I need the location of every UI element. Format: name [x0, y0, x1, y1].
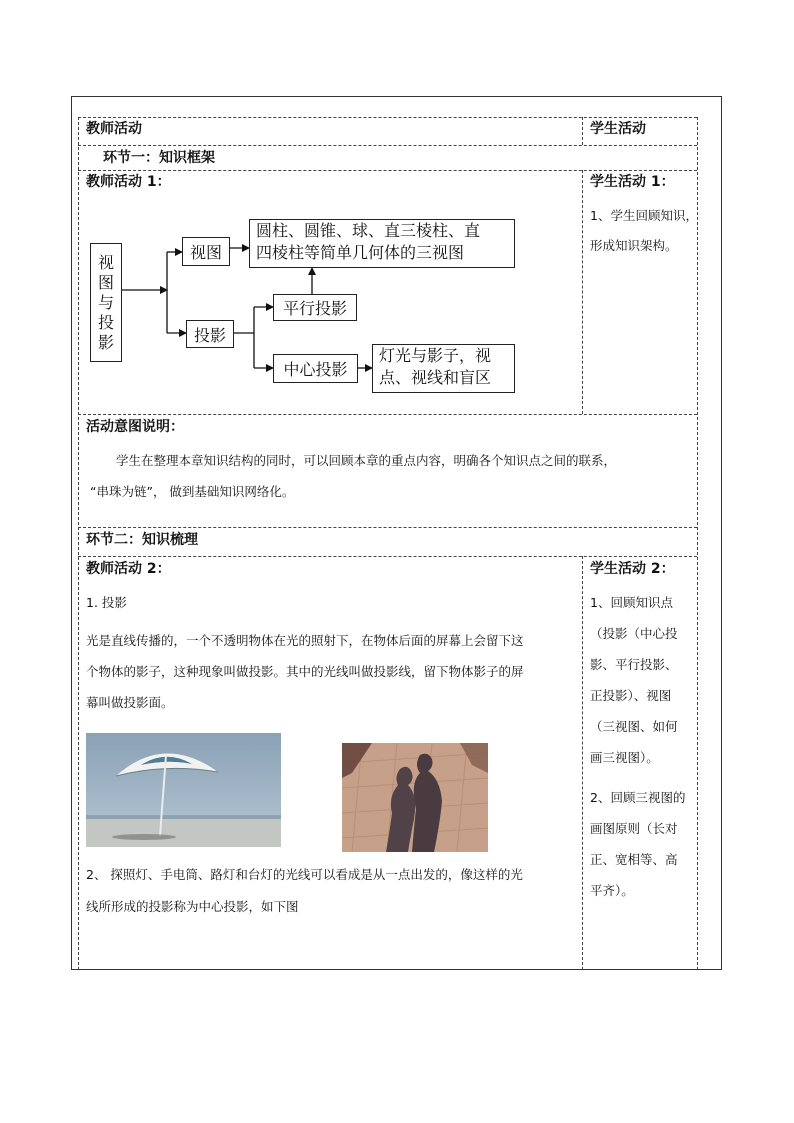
- diagram-root-char: 与: [97, 292, 114, 312]
- diagram-view-detail-box: [249, 219, 515, 268]
- activity1-student-label: 学生活动 1：: [590, 174, 675, 190]
- activity2-student-label: 学生活动 2：: [590, 561, 675, 577]
- activity2-student-line: （三视图、如何: [590, 719, 678, 734]
- diagram-view-detail-line: 圆柱、圆锥、球、直三棱柱、直: [256, 221, 481, 240]
- item1-line: 幕叫做投影面。: [86, 695, 174, 710]
- diagram-central-box: 中心投影: [273, 354, 358, 383]
- diagram-central-detail-line: 灯光与影子，视: [379, 346, 492, 365]
- diagram-view-box: 视图: [182, 237, 230, 266]
- intent-title: 活动意图说明：: [86, 419, 184, 435]
- item1-title: 1. 投影: [86, 595, 127, 610]
- diagram-central-detail-box: [372, 344, 515, 393]
- diagram-central-detail-line: 点、视线和盲区: [379, 368, 492, 387]
- activity2-student-line: 1、回顾知识点: [590, 595, 673, 610]
- umbrella-beach-photo: [86, 733, 281, 847]
- activity2-student-line: 画三视图）。: [590, 750, 659, 765]
- section1-title: 环节一：知识框架: [103, 150, 215, 166]
- activity1-student-line: 形成知识架构。: [590, 238, 678, 253]
- activity2-student-line: 影、平行投影、: [590, 657, 678, 672]
- activity2-student-line: （投影（中心投: [590, 626, 678, 641]
- activity1-student-line: 1、学生回顾知识，: [590, 208, 698, 223]
- item1-line: 个物体的影子，这种现象叫做投影。其中的光线叫做投影线，留下物体影子的屏: [86, 664, 524, 679]
- item2-line: 2、 探照灯、手电筒、路灯和台灯的光线可以看成是从一点出发的，像这样的光: [86, 867, 523, 882]
- diagram-root-char: 影: [97, 332, 114, 352]
- activity2-teacher-label: 教师活动 2：: [86, 561, 171, 577]
- activity1-teacher-label: 教师活动 1：: [86, 174, 171, 190]
- header-student: 学生活动: [590, 121, 646, 137]
- shadow-photo: [342, 743, 488, 852]
- item1-line: 光是直线传播的，一个不透明物体在光的照射下，在物体后面的屏幕上会留下这: [86, 633, 524, 648]
- section2-title: 环节二：知识梳理: [86, 532, 198, 548]
- diagram-parallel-box: 平行投影: [273, 294, 357, 321]
- activity2-student-line: 平齐）。: [590, 883, 634, 898]
- diagram-root-char: 视: [97, 252, 114, 272]
- diagram-projection-box: 投影: [186, 320, 234, 348]
- diagram-root-char: 投: [97, 312, 114, 332]
- intent-line: “串珠为链”， 做到基础知识网络化。: [90, 484, 295, 499]
- intent-line: 学生在整理本章知识结构的同时，可以回顾本章的重点内容，明确各个知识点之间的联系，: [116, 453, 617, 468]
- header-teacher: 教师活动: [86, 121, 142, 137]
- item2-line: 线所形成的投影称为中心投影，如下图: [86, 899, 299, 914]
- activity2-student-line: 2、回顾三视图的: [590, 790, 686, 805]
- diagram-view-detail-line: 四棱柱等简单几何体的三视图: [256, 243, 465, 262]
- activity2-student-line: 正投影）、视图: [590, 688, 672, 703]
- activity2-student-line: 正、宽相等、高: [590, 852, 678, 867]
- activity2-student-line: 画图原则（长对: [590, 821, 678, 836]
- diagram-root-char: 图: [97, 272, 114, 292]
- diagram-root-box: [90, 243, 122, 362]
